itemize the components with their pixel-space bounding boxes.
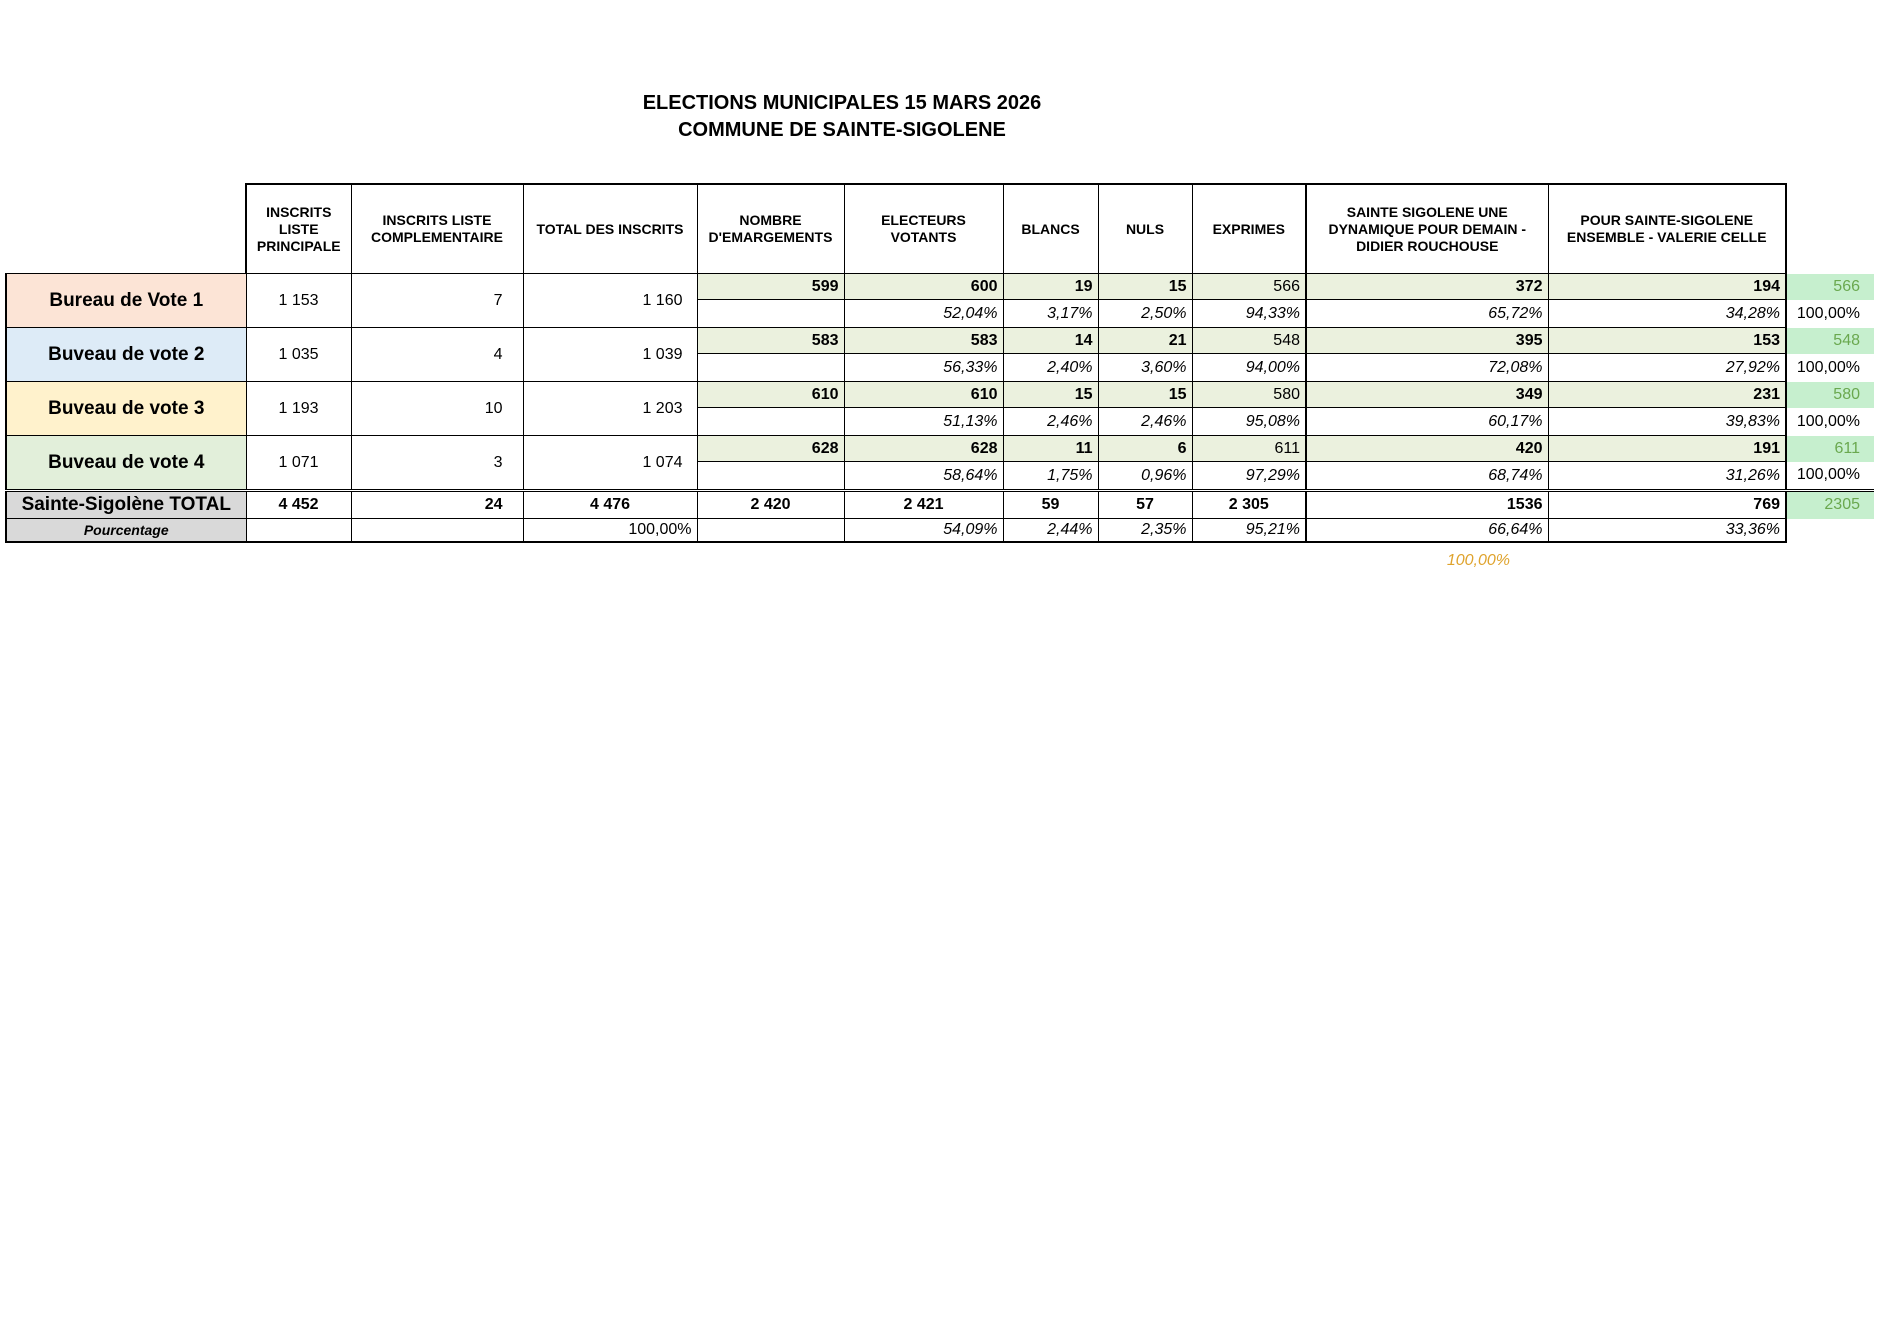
cell-pct-controle: 100,00% (1796, 304, 1860, 322)
cell-exprimes: 566 (1192, 274, 1306, 300)
cell-total-inscrits: 1 074 (523, 436, 697, 491)
cell-principale: 1 153 (246, 274, 351, 328)
cell-pct-votants: 58,64% (844, 462, 1003, 491)
cell-votants: 54,09% (844, 519, 1003, 543)
cell-pct-blancs: 1,75% (1003, 462, 1098, 491)
cell-rouchouse: 395 (1306, 328, 1548, 354)
cell-rouchouse: 1536 (1306, 491, 1548, 519)
cell-celle: 194 (1548, 274, 1786, 300)
col-header-emargements: NOMBRE D'EMARGEMENTS (697, 184, 844, 274)
col-header-liste-rouchouse: SAINTE SIGOLENE UNE DYNAMIQUE POUR DEMAIN - DIDIER ROUCHOUSE (1306, 184, 1548, 274)
cell-principale: 1 193 (246, 382, 351, 436)
cell-pct-exprimes: 97,29% (1192, 462, 1306, 491)
cell-pct-emargements (697, 462, 844, 491)
pourcentage-label: Pourcentage (6, 519, 246, 543)
cell-exprimes: 611 (1192, 436, 1306, 462)
cell-pct-celle: 27,92% (1548, 354, 1786, 382)
cell-pct-controle: 100,00% (1796, 466, 1860, 484)
cell-principale: 1 035 (246, 328, 351, 382)
cell-controle: 580 (1786, 382, 1874, 408)
cell-emargements: 628 (697, 436, 844, 462)
cell-pct-votants: 56,33% (844, 354, 1003, 382)
bureau-3-label: Buveau de vote 3 (6, 382, 246, 436)
cell-complementaire: 24 (351, 491, 523, 519)
cell-votants: 2 421 (844, 491, 1003, 519)
cell-total-inscrits: 1 039 (523, 328, 697, 382)
cell-pct-emargements (697, 408, 844, 436)
cell-celle: 769 (1548, 491, 1786, 519)
bureau-3-values-row (6, 382, 1874, 408)
col-header-electeurs-votants: ELECTEURS VOTANTS (844, 184, 1003, 274)
cell-emargements: 610 (697, 382, 844, 408)
col-header-inscrits-principale: INSCRITS LISTE PRINCIPALE (246, 184, 351, 274)
cell-pct-exprimes: 95,08% (1192, 408, 1306, 436)
cell-complementaire: 4 (351, 328, 523, 382)
cell-emargements: 599 (697, 274, 844, 300)
cell-pct-emargements (697, 354, 844, 382)
cell-celle: 231 (1548, 382, 1786, 408)
cell-principale (246, 519, 351, 543)
cell-nuls: 2,35% (1098, 519, 1192, 543)
cell-rouchouse: 349 (1306, 382, 1548, 408)
cell-nuls: 15 (1098, 382, 1192, 408)
cell-pct-nuls: 2,50% (1098, 300, 1192, 328)
cell-total-inscrits: 1 203 (523, 382, 697, 436)
cell-pct-rouchouse: 65,72% (1306, 300, 1548, 328)
cell-celle: 191 (1548, 436, 1786, 462)
cell-controle (1786, 519, 1874, 543)
col-header-exprimes: EXPRIMES (1192, 184, 1306, 274)
cell-emargements: 2 420 (697, 491, 844, 519)
cell-exprimes: 2 305 (1192, 491, 1306, 519)
col-header-total-inscrits: TOTAL DES INSCRITS (523, 184, 697, 274)
cell-pct-celle: 34,28% (1548, 300, 1786, 328)
cell-complementaire: 3 (351, 436, 523, 491)
cell-celle: 33,36% (1548, 519, 1786, 543)
cell-total-inscrits: 4 476 (523, 491, 697, 519)
cell-blancs: 59 (1003, 491, 1098, 519)
cell-pct-celle: 31,26% (1548, 462, 1786, 491)
cell-votants: 600 (844, 274, 1003, 300)
bureau-1-label: Bureau de Vote 1 (6, 274, 246, 328)
cell-exprimes: 548 (1192, 328, 1306, 354)
cell-controle: 566 (1786, 274, 1874, 300)
cell-blancs: 2,44% (1003, 519, 1098, 543)
cell-nuls: 6 (1098, 436, 1192, 462)
cell-complementaire (351, 519, 523, 543)
cell-pct-votants: 52,04% (844, 300, 1003, 328)
cell-blancs: 15 (1003, 382, 1098, 408)
cell-pct-votants: 51,13% (844, 408, 1003, 436)
cell-complementaire: 10 (351, 382, 523, 436)
cell-rouchouse: 66,64% (1306, 519, 1548, 543)
cell-pct-blancs: 3,17% (1003, 300, 1098, 328)
cell-nuls: 21 (1098, 328, 1192, 354)
cell-controle: 2305 (1786, 491, 1874, 519)
bureau-4-values-row (6, 436, 1874, 462)
control-column-header (1786, 184, 1874, 274)
col-header-inscrits-complementaire: INSCRITS LISTE COMPLEMENTAIRE (351, 184, 523, 274)
corner-cell (6, 184, 246, 274)
cell-pct-rouchouse: 60,17% (1306, 408, 1548, 436)
cell-total-inscrits: 100,00% (523, 519, 697, 543)
cell-pct-emargements (697, 300, 844, 328)
cell-pct-exprimes: 94,33% (1192, 300, 1306, 328)
cell-principale: 4 452 (246, 491, 351, 519)
cell-pct-nuls: 3,60% (1098, 354, 1192, 382)
total-label: Sainte-Sigolène TOTAL (6, 491, 246, 519)
page-title (0, 90, 1684, 144)
cell-blancs: 11 (1003, 436, 1098, 462)
cell-celle: 153 (1548, 328, 1786, 354)
cell-complementaire: 7 (351, 274, 523, 328)
cell-votants: 610 (844, 382, 1003, 408)
cell-emargements: 583 (697, 328, 844, 354)
bureau-2-label: Buveau de vote 2 (6, 328, 246, 382)
cell-principale: 1 071 (246, 436, 351, 491)
cell-nuls: 15 (1098, 274, 1192, 300)
cell-pct-rouchouse: 72,08% (1306, 354, 1548, 382)
title-line-1: ELECTIONS MUNICIPALES 15 MARS 2026 (642, 92, 1042, 114)
footnote-percentage: 100,00% (1446, 552, 1510, 569)
cell-pct-controle: 100,00% (1796, 412, 1860, 430)
total-row (6, 491, 1874, 519)
cell-votants: 628 (844, 436, 1003, 462)
cell-votants: 583 (844, 328, 1003, 354)
cell-total-inscrits: 1 160 (523, 274, 697, 328)
cell-pct-blancs: 2,40% (1003, 354, 1098, 382)
cell-pct-nuls: 0,96% (1098, 462, 1192, 491)
cell-nuls: 57 (1098, 491, 1192, 519)
col-header-blancs: BLANCS (1003, 184, 1098, 274)
cell-emargements (697, 519, 844, 543)
cell-rouchouse: 372 (1306, 274, 1548, 300)
bureau-1-values-row (6, 274, 1874, 300)
pourcentage-row (6, 519, 1874, 543)
cell-pct-nuls: 2,46% (1098, 408, 1192, 436)
header-row (6, 184, 1874, 274)
cell-blancs: 14 (1003, 328, 1098, 354)
col-header-nuls: NULS (1098, 184, 1192, 274)
cell-pct-exprimes: 94,00% (1192, 354, 1306, 382)
bureau-4-label: Buveau de vote 4 (6, 436, 246, 491)
cell-pct-celle: 39,83% (1548, 408, 1786, 436)
cell-controle: 548 (1786, 328, 1874, 354)
cell-controle: 611 (1786, 436, 1874, 462)
cell-exprimes: 580 (1192, 382, 1306, 408)
title-line-2: COMMUNE DE SAINTE-SIGOLENE (678, 119, 1006, 141)
bureau-2-values-row (6, 328, 1874, 354)
cell-blancs: 19 (1003, 274, 1098, 300)
cell-pct-blancs: 2,46% (1003, 408, 1098, 436)
cell-exprimes: 95,21% (1192, 519, 1306, 543)
col-header-liste-celle: POUR SAINTE-SIGOLENE ENSEMBLE - VALERIE CELLE (1548, 184, 1786, 274)
cell-pct-rouchouse: 68,74% (1306, 462, 1548, 491)
cell-rouchouse: 420 (1306, 436, 1548, 462)
election-results-table (5, 183, 1874, 543)
cell-pct-controle: 100,00% (1796, 358, 1860, 376)
